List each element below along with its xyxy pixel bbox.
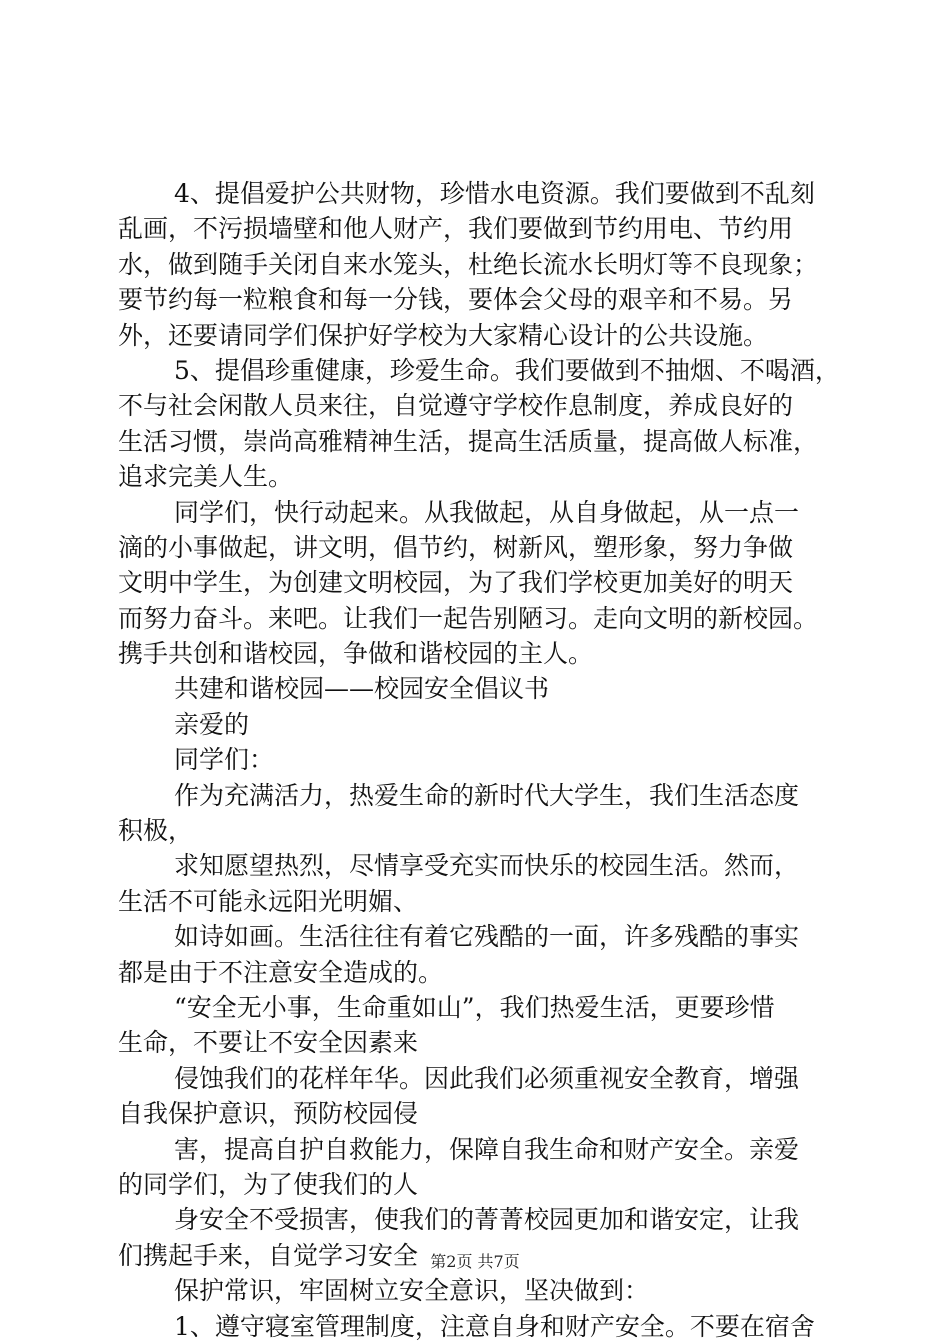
page-footer xyxy=(0,1251,950,1273)
text-line: 追求完美人生。 xyxy=(118,462,294,492)
text-line: 不与社会闲散人员来往，自觉遵守学校作息制度，养成良好的 xyxy=(118,391,794,421)
text-line: 携手共创和谐校园，争做和谐校园的主人。 xyxy=(118,639,594,669)
text-line: 而努力奋斗。来吧。让我们一起告别陋习。走向文明的新校园。 xyxy=(118,603,819,633)
text-line: 生活习惯，崇尚高雅精神生活，提高生活质量，提高做人标准， xyxy=(118,426,819,456)
text-line: 滴的小事做起，讲文明，倡节约，树新风，塑形象，努力争做 xyxy=(118,532,794,562)
text-line: 文明中学生，为创建文明校园，为了我们学校更加美好的明天 xyxy=(118,568,794,598)
text-line: 们携起手来，自觉学习安全 xyxy=(118,1240,419,1270)
text-line: “安全无小事，生命重如山”，我们热爱生活，更要珍惜 xyxy=(174,992,775,1022)
text-line: 都是由于不注意安全造成的。 xyxy=(118,957,444,987)
text-line: 求知愿望热烈，尽情享受充实而快乐的校园生活。然而， xyxy=(174,851,800,881)
text-line: 外，还要请同学们保护好学校为大家精心设计的公共设施。 xyxy=(118,320,769,350)
text-line: 5、提倡珍重健康，珍爱生命。我们要做到不抽烟、不喝酒， xyxy=(174,355,840,385)
text-line: 作为充满活力，热爱生命的新时代大学生，我们生活态度 xyxy=(174,780,800,810)
text-line: 1、遵守寝室管理制度，注意自身和财产安全。不要在宿舍 xyxy=(174,1311,815,1341)
text-line: 侵蚀我们的花样年华。因此我们必须重视安全教育，增强 xyxy=(174,1063,800,1093)
page-number-label: 第2页 共7页 xyxy=(430,1252,520,1271)
text-line: 积极， xyxy=(118,816,194,846)
text-line: 水，做到随手关闭自来水笼头，杜绝长流水长明灯等不良现象； xyxy=(118,249,819,279)
text-line: 亲爱的 xyxy=(174,709,250,739)
text-line: 自我保护意识，预防校园侵 xyxy=(118,1099,419,1129)
text-line: 同学们，快行动起来。从我做起，从自身做起，从一点一 xyxy=(174,497,800,527)
text-line: 身安全不受损害，使我们的菁菁校园更加和谐安定，让我 xyxy=(174,1205,800,1235)
text-line: 共建和谐校园——校园安全倡议书 xyxy=(174,674,550,704)
text-line: 如诗如画。生活往往有着它残酷的一面，许多残酷的事实 xyxy=(174,922,800,952)
text-line: 4、提倡爱护公共财物，珍惜水电资源。我们要做到不乱刻 xyxy=(174,179,815,208)
text-line: 保护常识，牢固树立安全意识，坚决做到： xyxy=(174,1276,650,1306)
text-line: 害，提高自护自救能力，保障自我生命和财产安全。亲爱 xyxy=(174,1134,800,1164)
text-line: 生活不可能永远阳光明媚、 xyxy=(118,886,419,916)
text-line: 的同学们，为了使我们的人 xyxy=(118,1169,419,1199)
text-line: 要节约每一粒粮食和每一分钱，要体会父母的艰辛和不易。另 xyxy=(118,285,794,315)
text-line: 生命，不要让不安全因素来 xyxy=(118,1028,419,1058)
text-line: 乱画，不污损墙壁和他人财产，我们要做到节约用电、节约用 xyxy=(118,214,794,244)
document-body xyxy=(118,176,838,1344)
text-line: 同学们： xyxy=(174,745,275,775)
